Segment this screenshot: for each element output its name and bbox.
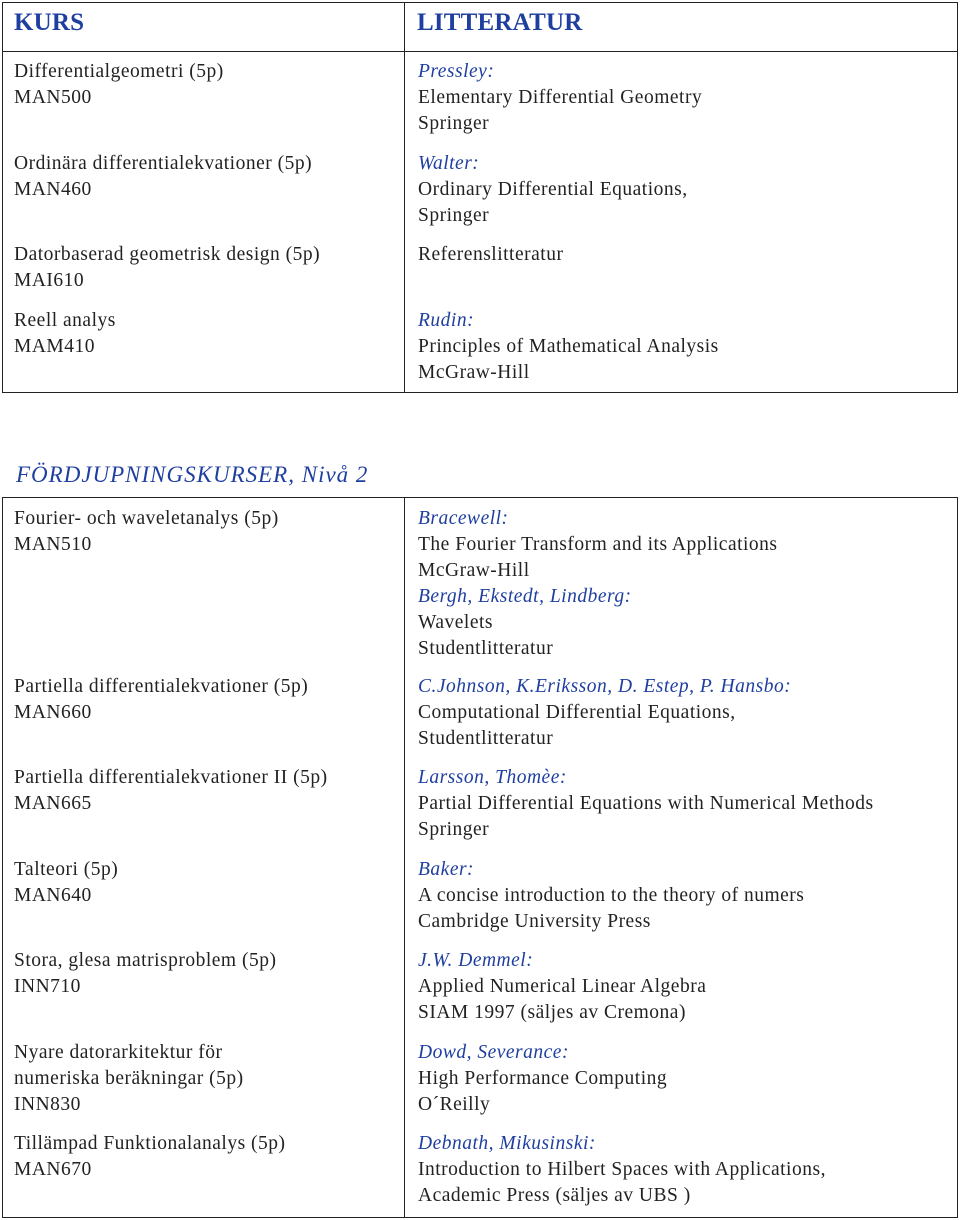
bottom-table-border-right (957, 497, 958, 1218)
bottom-table-column-divider (404, 497, 405, 1218)
literature-publisher: Springer (418, 205, 490, 226)
literature-cell (418, 151, 688, 229)
course-code: MAN660 (14, 702, 92, 723)
course-name-continued: numeriska beräkningar (5p) (14, 1068, 244, 1089)
course-code: MAN640 (14, 885, 92, 906)
literature-title: Ordinary Differential Equations, (418, 179, 688, 200)
literature-author: Walter: (418, 153, 480, 174)
literature-author: C.Johnson, K.Eriksson, D. Estep, P. Hansbo: (418, 676, 792, 697)
course-code: MAN500 (14, 87, 92, 108)
course-code: MAN460 (14, 179, 92, 200)
literature-cell (418, 506, 778, 662)
literature-author: Dowd, Severance: (418, 1042, 569, 1063)
literature-author: Larsson, Thomèe: (418, 767, 567, 788)
course-cell (14, 308, 116, 360)
course-cell (14, 765, 328, 817)
literature-author: Bracewell: (418, 508, 509, 529)
literature-cell (418, 1040, 667, 1118)
course-name: Differentialgeometri (5p) (14, 61, 224, 82)
literature-author: Bergh, Ekstedt, Lindberg: (418, 586, 632, 607)
course-cell (14, 242, 320, 294)
litteratur-header: LITTERATUR (417, 9, 583, 36)
section-title: FÖRDJUPNINGSKURSER, Nivå 2 (16, 462, 369, 487)
course-cell (14, 948, 276, 1000)
course-name: Partiella differentialekvationer II (5p) (14, 767, 328, 788)
course-code: INN830 (14, 1094, 81, 1115)
bottom-table-border-bottom (2, 1217, 958, 1218)
course-name: Ordinära differentialekvationer (5p) (14, 153, 313, 174)
course-code: MAI610 (14, 270, 85, 291)
literature-cell (418, 59, 702, 137)
literature-title: The Fourier Transform and its Applications (418, 534, 778, 555)
course-name: Tillämpad Funktionalanalys (5p) (14, 1133, 286, 1154)
top-table-border-top (2, 2, 958, 3)
literature-publisher: Cambridge University Press (418, 911, 651, 932)
course-cell (14, 857, 118, 909)
top-table-column-divider (404, 2, 405, 393)
literature-title: Wavelets (418, 612, 493, 633)
course-cell (14, 674, 308, 726)
course-code: INN710 (14, 976, 81, 997)
literature-title: Applied Numerical Linear Algebra (418, 976, 707, 997)
literature-cell (418, 1131, 826, 1209)
bottom-table-border-left (2, 497, 3, 1218)
course-code: MAN665 (14, 793, 92, 814)
literature-publisher: Springer (418, 819, 490, 840)
literature-publisher: Springer (418, 113, 490, 134)
literature-title: Elementary Differential Geometry (418, 87, 703, 108)
course-code: MAN510 (14, 534, 92, 555)
course-name: Stora, glesa matrisproblem (5p) (14, 950, 277, 971)
literature-publisher: McGraw-Hill (418, 362, 530, 383)
course-cell (14, 1040, 244, 1118)
literature-cell (418, 765, 874, 843)
literature-author: Baker: (418, 859, 475, 880)
literature-title: Partial Differential Equations with Numerical Methods (418, 793, 874, 814)
literature-publisher: Studentlitteratur (418, 728, 554, 749)
top-table-border-left (2, 2, 3, 393)
top-table-border-bottom (2, 392, 958, 393)
literature-author: J.W. Demmel: (418, 950, 534, 971)
literature-publisher: Academic Press (säljes av UBS ) (418, 1185, 691, 1206)
course-name: Nyare datorarkitektur för (14, 1042, 223, 1063)
literature-title: A concise introduction to the theory of numers (418, 885, 805, 906)
literature-publisher: SIAM 1997 (säljes av Cremona) (418, 1002, 686, 1023)
literature-reference-label: Referenslitteratur (418, 244, 564, 265)
course-name: Partiella differentialekvationer (5p) (14, 676, 309, 697)
literature-author: Rudin: (418, 310, 475, 331)
literature-cell (418, 948, 706, 1026)
literature-title: Introduction to Hilbert Spaces with Applications, (418, 1159, 826, 1180)
course-name: Fourier- och waveletanalys (5p) (14, 508, 279, 529)
literature-publisher: McGraw-Hill (418, 560, 530, 581)
course-name: Reell analys (14, 310, 116, 331)
literature-publisher: O´Reilly (418, 1094, 491, 1115)
course-name: Talteori (5p) (14, 859, 119, 880)
course-cell (14, 59, 224, 111)
course-cell (14, 506, 279, 558)
literature-cell (418, 674, 791, 752)
literature-author: Debnath, Mikusinski: (418, 1133, 596, 1154)
course-code: MAM410 (14, 336, 96, 357)
literature-title: High Performance Computing (418, 1068, 668, 1089)
literature-author: Pressley: (418, 61, 495, 82)
literature-title: Computational Differential Equations, (418, 702, 736, 723)
literature-publisher: Studentlitteratur (418, 638, 554, 659)
course-cell (14, 1131, 286, 1183)
course-cell (14, 151, 312, 203)
literature-cell (418, 308, 719, 386)
top-table-header-divider (2, 51, 958, 52)
literature-title: Principles of Mathematical Analysis (418, 336, 719, 357)
top-table-border-right (957, 2, 958, 393)
kurs-header: KURS (14, 9, 85, 36)
bottom-table-border-top (2, 497, 958, 498)
literature-cell (418, 857, 804, 935)
course-code: MAN670 (14, 1159, 92, 1180)
course-name: Datorbaserad geometrisk design (5p) (14, 244, 321, 265)
literature-cell (418, 242, 563, 268)
